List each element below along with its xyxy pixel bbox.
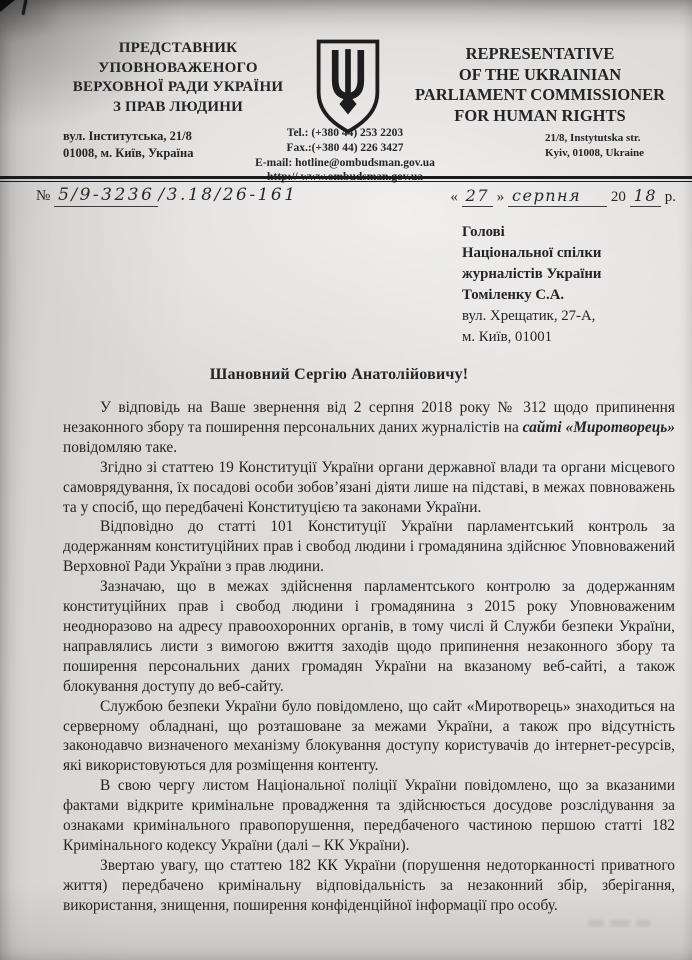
org-name-ukrainian	[56, 39, 300, 117]
year-suffix: р.	[664, 189, 676, 205]
org-ua-line: ПРЕДСТАВНИК	[118, 40, 238, 56]
addressee-line: журналістів України	[462, 266, 602, 282]
addr-en-line: 21/8, Instytutska str.	[545, 132, 641, 144]
site-name-emphasis: сайті «Миротворець»	[522, 418, 675, 436]
paragraph: Зазначаю, що в межах здійснення парламентського контролю за додержанням конституційних прав і свобод людини і громадянина з 2015 року Уповноваженим неодноразово на адресу правоохоронних органів, в тому числі й Служби безпеки України, направлялись листи з вимогою вжиття заходів щодо припинення незаконного збору та поширення персональних даних громадян України на вказаному веб-сайті, а також блокування доступу до веб-сайту.	[63, 578, 675, 695]
fax-line: Fax.:(+380 44) 226 3427	[286, 141, 404, 154]
paragraph: В свою чергу листом Національної поліції України повідомлено, що за вказаними фактами відкрите кримінальне провадження та здійснюється досудове розслідування за ознаками кримінального правопорушення, передбаченого частиною першою статті 182 Кримінального кодексу України (далі – КК України).	[63, 777, 675, 854]
email-line: E-mail: hotline@ombudsman.gov.ua	[255, 156, 435, 169]
paragraph	[63, 398, 675, 458]
photo-corner-backdrop	[0, 0, 34, 27]
ref-number-label: №	[36, 188, 51, 204]
addr-ua-line: вул. Інститутська, 21/8	[63, 129, 192, 143]
addressee-line: Національної спілки	[462, 245, 602, 261]
paragraph: Відповідно до статті 101 Конституції України парламентський контроль за додержанням конституційних прав і свобод людини і громадянина здійснює Уповноважений Верховної Ради України з прав людини.	[63, 518, 675, 576]
ref-number-handwritten: 5/9-3236	[54, 185, 158, 207]
letterhead-divider	[0, 176, 692, 184]
bleedthrough-marks	[588, 916, 658, 930]
paragraph: Згідно зі статтею 19 Конституції України органи державної влади та органи місцевого самоврядування, їх посадові особи зобов’язані діяти лише на підставі, в межах повноважень та у спосіб, що передбачені Конституцією та законами України.	[63, 458, 675, 516]
quote-close: »	[496, 189, 505, 205]
date-day-handwritten: 27	[462, 186, 493, 207]
addressee-line: Голові	[462, 224, 505, 240]
letter-body	[63, 398, 675, 916]
org-ua-line: ВЕРХОВНОЇ РАДИ УКРАЇНИ	[72, 79, 284, 95]
pen-check-mark	[21, 0, 27, 15]
org-ua-line: УПОВНОВАЖЕНОГО	[98, 59, 258, 76]
addressee-city: м. Київ, 01001	[462, 329, 553, 345]
date-block	[450, 186, 676, 207]
org-name-english	[398, 44, 682, 126]
ref-number-handwritten-rest: /3.18/26-161	[158, 185, 298, 205]
salutation: Шановний Сергію Анатолійовичу!	[209, 366, 469, 383]
addressee-name: Томіленку С.А.	[462, 287, 565, 303]
quote-open: «	[450, 189, 458, 205]
addr-ua-line: 01008, м. Київ, Україна	[63, 145, 194, 160]
addr-en-line: Kyiv, 01008, Ukraine	[545, 146, 645, 159]
reference-and-date-row	[36, 185, 678, 215]
addressee-block	[462, 222, 672, 348]
org-en-line: REPRESENTATIVE	[465, 44, 615, 63]
org-address-english	[545, 131, 690, 160]
paragraph-text: У відповідь на Ваше звернення від 2 серпня 2018 року № 312 щодо припинення незаконного збору та поширення персональних даних журналістів на	[63, 399, 675, 436]
paragraph: Службою безпеки України було повідомлено, що сайт «Миротворець» знаходиться на серверному обладнані, що розташоване за межами України, а також про відсутність законодавчо визначеного механізму блокування доступу користувачів до інтернет-ресурсів, які використовуються для розміщення контенту.	[63, 697, 675, 775]
addressee-street: вул. Хрещатик, 27-А,	[462, 308, 596, 324]
paragraph: Звертаю увагу, що статтею 182 КК України (порушення недоторканності приватного життя) передбачено кримінальну відповідальність за незаконний збір, зберігання, використання, знищення, поширення конфіденційної інформації про особу.	[63, 856, 675, 914]
org-en-line: OF THE UKRAINIAN	[458, 64, 622, 84]
org-en-line: FOR HUMAN RIGHTS	[454, 105, 626, 125]
year-prefix: 20	[610, 189, 626, 205]
paragraph-text: повідомляю таке.	[63, 438, 178, 456]
org-ua-line: З ПРАВ ЛЮДИНИ	[112, 98, 244, 115]
date-year-handwritten: 18	[630, 186, 661, 207]
date-month-handwritten: серпня	[508, 186, 607, 207]
org-en-line: PARLIAMENT COMMISSIONER	[414, 85, 666, 104]
phone-line: Tel.: (+380 44) 253 2203	[286, 127, 404, 139]
